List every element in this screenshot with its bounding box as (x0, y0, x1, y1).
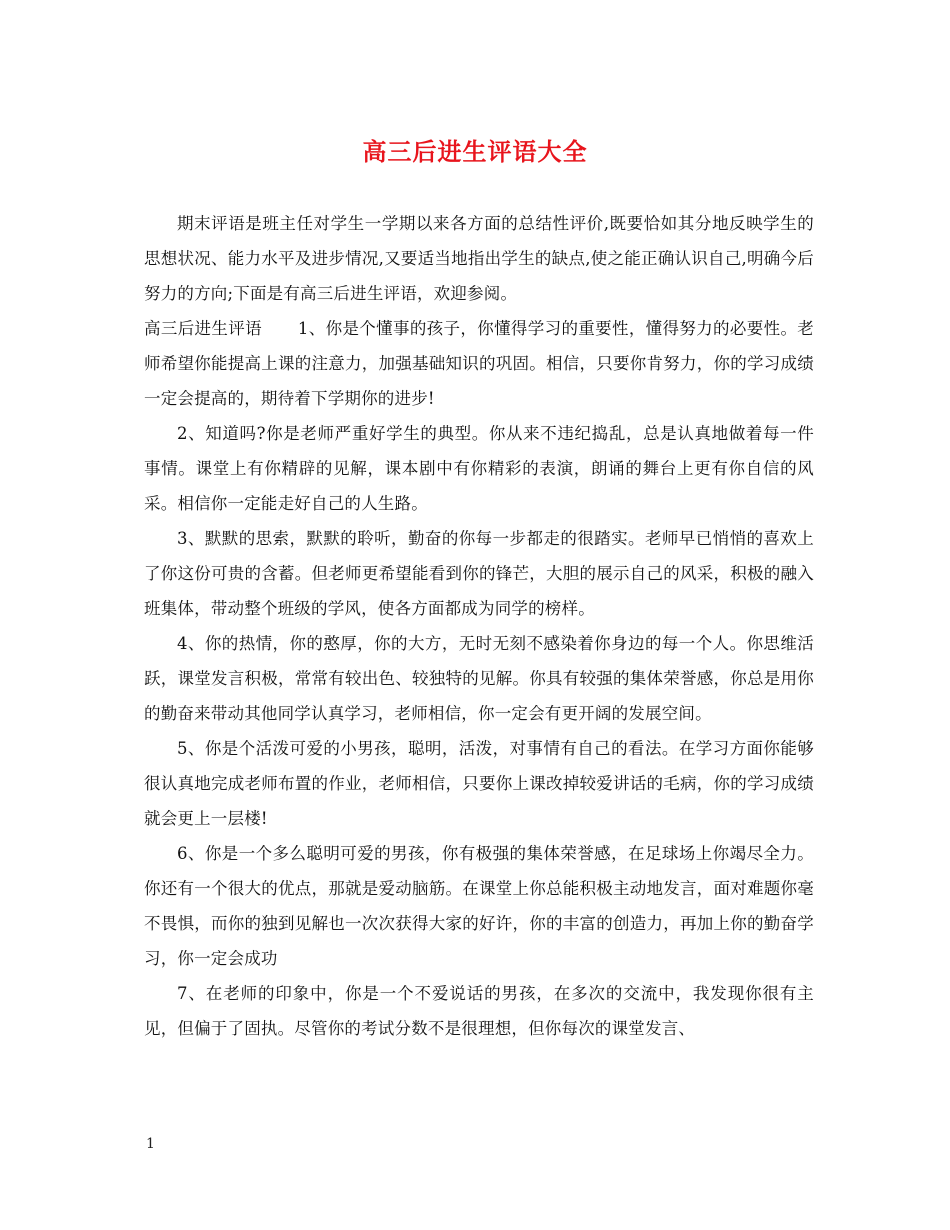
item-paragraph-7: 7、在老师的印象中，你是一个不爱说话的男孩，在多次的交流中，我发现你很有主见，但偏于了固执。尽管你的考试分数不是很理想，但你每次的课堂发言、 (144, 984, 814, 1038)
item-paragraph-3: 3、默默的思索，默默的聆听，勤奋的你每一步都走的很踏实。老师早已悄悄的喜欢上了你这份可贵的含蓄。但老师更希望能看到你的锋芒，大胆的展示自己的风采，积极的融入班集体，带动整个班级的学风，使各方面都成为同学的榜样。 (144, 529, 814, 618)
document-body (144, 206, 814, 1046)
item-text-1: 1、你是个懂事的孩子，你懂得学习的重要性，懂得努力的必要性。老师希望你能提高上课的注意力，加强基础知识的巩固。相信，只要你肯努力，你的学习成绩一定会提高的，期待着下学期你的进步! (144, 319, 814, 408)
document-title: 高三后进生评语大全 (362, 137, 588, 166)
item-paragraph-4: 4、你的热情，你的憨厚，你的大方，无时无刻不感染着你身边的每一个人。你思维活跃，课堂发言积极，常常有较出色、较独特的见解。你具有较强的集体荣誉感，你总是用你的勤奋来带动其他同学认真学习，老师相信，你一定会有更开阔的发展空间。 (144, 634, 814, 723)
item-paragraph-5: 5、你是个活泼可爱的小男孩，聪明，活泼，对事情有自己的看法。在学习方面你能够很认真地完成老师布置的作业，老师相信，只要你上课改掉较爱讲话的毛病，你的学习成绩就会更上一层楼! (144, 739, 814, 828)
item-paragraph-2: 2、知道吗?你是老师严重好学生的典型。你从来不违纪捣乱，总是认真地做着每一件事情。课堂上有你精辟的见解，课本剧中有你精彩的表演，朗诵的舞台上更有你自信的风采。相信你一定能走好自己的人生路。 (144, 424, 814, 513)
intro-paragraph: 期末评语是班主任对学生一学期以来各方面的总结性评价,既要恰如其分地反映学生的思想状况、能力水平及进步情况,又要适当地指出学生的缺点,使之能正确认识自己,明确今后努力的方向;下面是有高三后进生评语，欢迎参阅。 (144, 214, 814, 303)
item-paragraph-6: 6、你是一个多么聪明可爱的男孩，你有极强的集体荣誉感，在足球场上你竭尽全力。你还有一个很大的优点，那就是爱动脑筋。在课堂上你总能积极主动地发言，面对难题你毫不畏惧，而你的独到见解也一次次获得大家的好许，你的丰富的创造力，再加上你的勤奋学习，你一定会成功 (144, 844, 814, 968)
section-label: 高三后进生评语 (144, 319, 262, 338)
item-paragraph-1 (144, 311, 814, 416)
page-number: 1 (146, 1136, 155, 1152)
